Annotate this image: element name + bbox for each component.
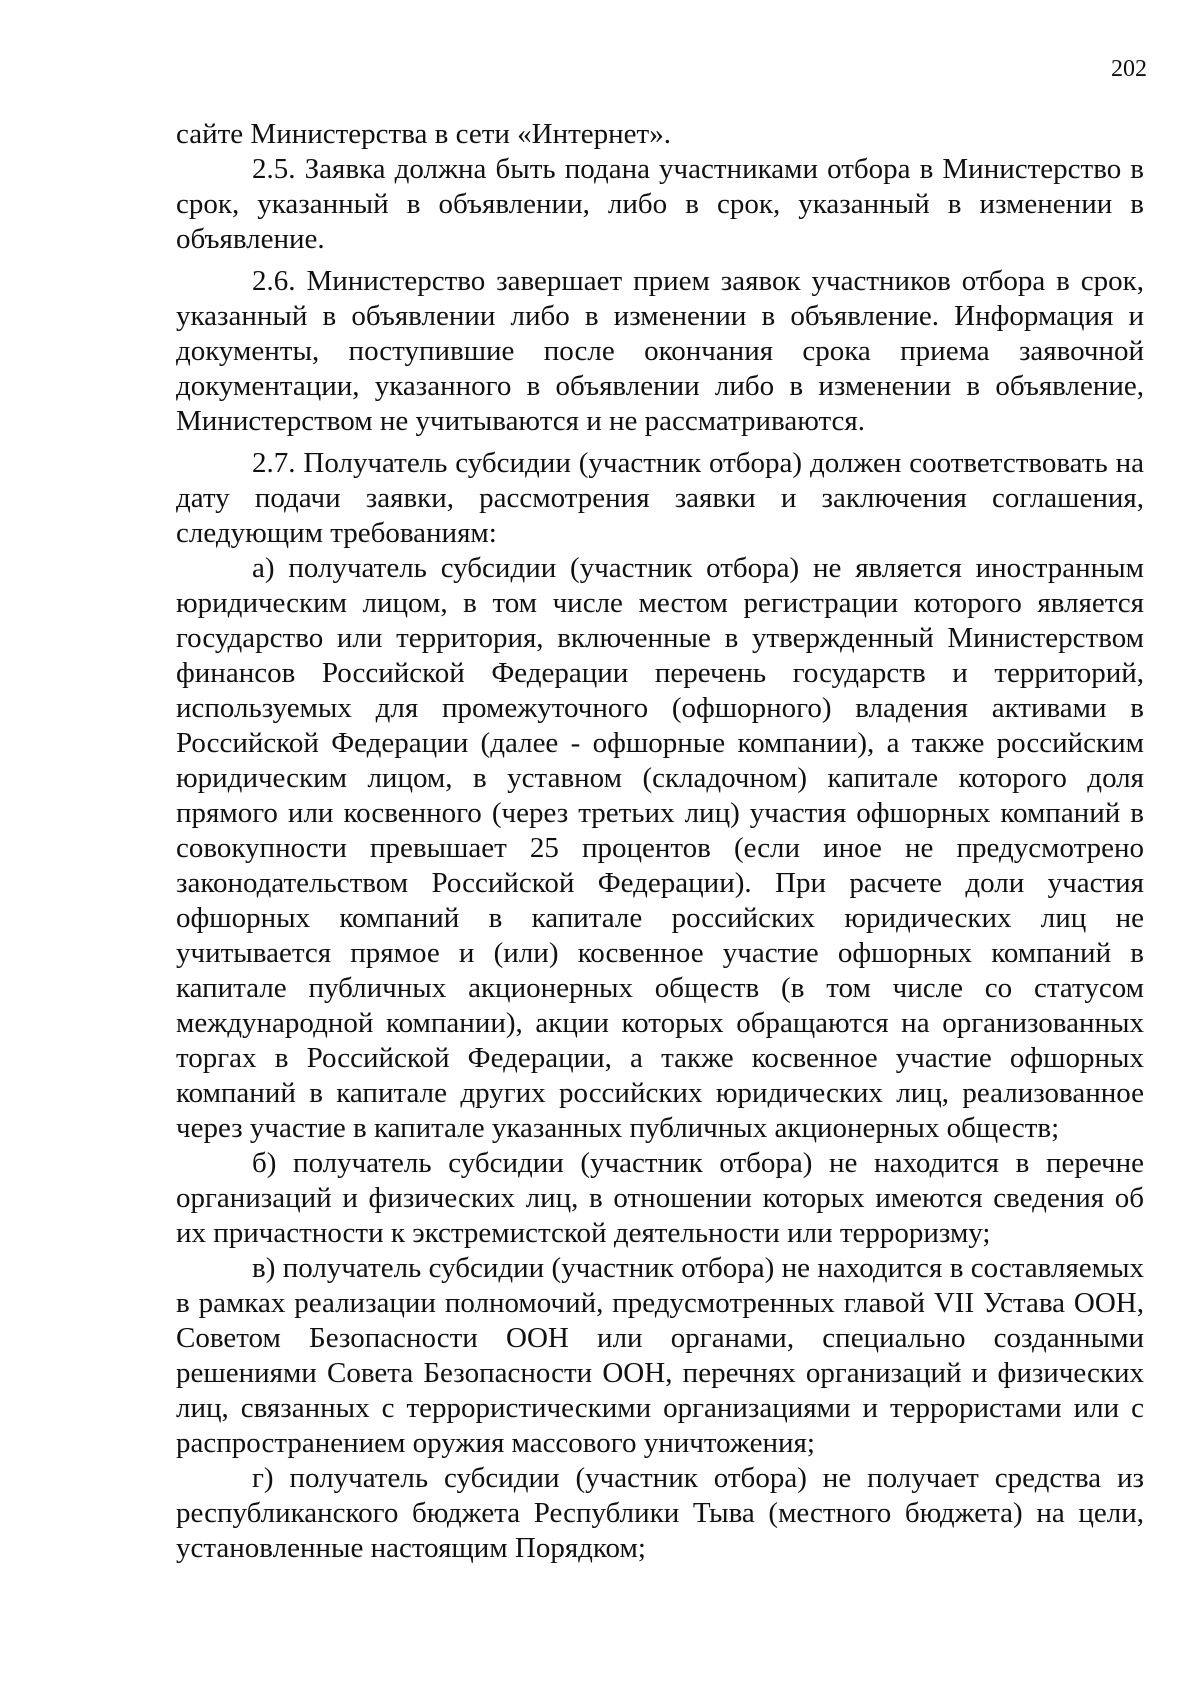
paragraph-item-b: б) получатель субсидии (участник отбора) не находится в перечне организаций и физических лиц, в отношении которых имеются сведения об их причастности к экстремистской деятельности или терроризму; bbox=[176, 1147, 1144, 1249]
paragraph-2-5: 2.5. Заявка должна быть подана участниками отбора в Министерство в срок, указанный в объявлении, либо в срок, указанный в изменении в объявление. bbox=[176, 153, 1144, 255]
paragraph-2-6: 2.6. Министерство завершает прием заявок участников отбора в срок, указанный в объявлении либо в изменении в объявление. Информация и документы, поступившие после окончания срока приема заявочной документации, указанного в объявлении либо в изменении в объявление, Министерством не учитываются и не рассматриваются. bbox=[176, 265, 1144, 437]
page-number: 202 bbox=[1111, 56, 1147, 82]
document-body bbox=[176, 117, 1144, 1566]
paragraph-continuation: сайте Министерства в сети «Интернет». bbox=[176, 118, 671, 150]
paragraph-2-7: 2.7. Получатель субсидии (участник отбора) должен соответствовать на дату подачи заявки, рассмотрения заявки и заключения соглашения, следующим требованиям: bbox=[176, 447, 1144, 549]
paragraph-item-a: а) получатель субсидии (участник отбора) не является иностранным юридическим лицом, в том числе местом регистрации которого является государство или территория, включенные в утвержденный Министерством финансов Российской Федерации перечень государств и территорий, используемых для промежуточного (офшорного) владения активами в Российской Федерации (далее - офшорные компании), а также российским юридическим лицом, в уставном (складочном) капитале которого доля прямого или косвенного (через третьих лиц) участия офшорных компаний в совокупности превышает 25 процентов (если иное не предусмотрено законодательством Российской Федерации). При расчете доли участия офшорных компаний в капитале российских юридических лиц не учитывается прямое и (или) косвенное участие офшорных компаний в капитале публичных акционерных обществ (в том числе со статусом международной компании), акции которых обращаются на организованных торгах в Российской Федерации, а также косвенное участие офшорных компаний в капитале других российских юридических лиц, реализованное через участие в капитале указанных публичных акционерных обществ; bbox=[176, 552, 1144, 1144]
paragraph-item-v: в) получатель субсидии (участник отбора) не находится в составляемых в рамках реализации полномочий, предусмотренных главой VII Устава ООН, Советом Безопасности ООН или органами, специально созданными решениями Совета Безопасности ООН, перечнях организаций и физических лиц, связанных с террористическими организациями и террористами или с распространением оружия массового уничтожения; bbox=[176, 1252, 1144, 1459]
paragraph-item-g: г) получатель субсидии (участник отбора) не получает средства из республиканского бюджета Республики Тыва (местного бюджета) на цели, установленные настоящим Порядком; bbox=[176, 1462, 1144, 1564]
